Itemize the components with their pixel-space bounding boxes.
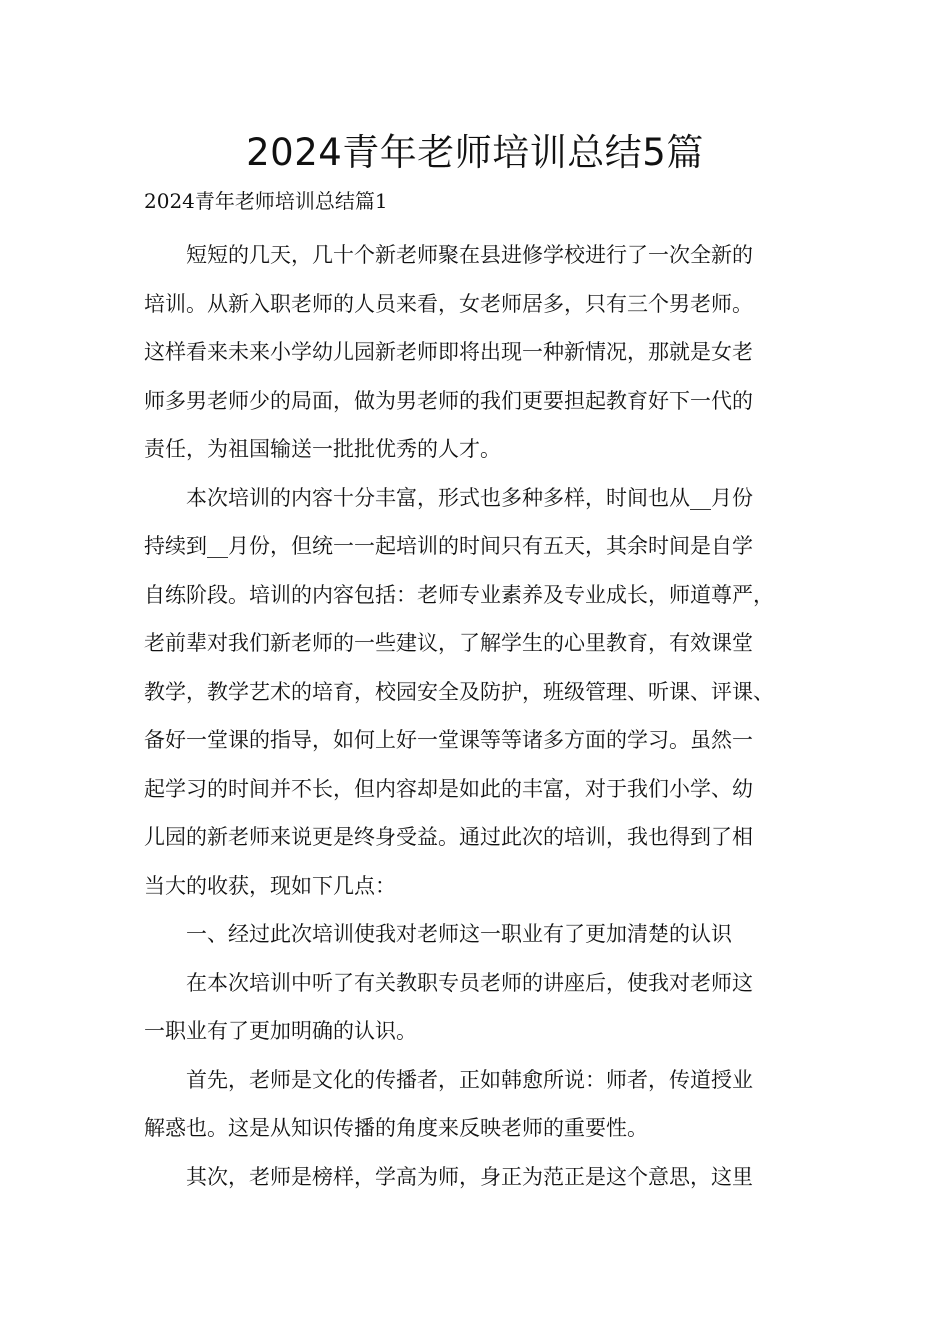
section-subtitle: 2024青年老师培训总结篇1 bbox=[144, 189, 388, 213]
document-title: 2024青年老师培训总结5篇 bbox=[246, 131, 704, 174]
document-body bbox=[144, 231, 808, 1201]
text-line: 首先，老师是文化的传播者，正如韩愈所说：师者，传道授业 bbox=[186, 1067, 753, 1092]
text-line: 当大的收获，现如下几点： bbox=[144, 873, 396, 898]
text-line: 本次培训的内容十分丰富，形式也多种多样，时间也从__月份 bbox=[186, 485, 753, 510]
text-line: 师多男老师少的局面，做为男老师的我们更要担起教育好下一代的 bbox=[144, 388, 753, 413]
text-line: 儿园的新老师来说更是终身受益。通过此次的培训，我也得到了相 bbox=[144, 825, 753, 849]
section-heading bbox=[144, 910, 808, 959]
text-line: 教学，教学艺术的培育，校园安全及防护，班级管理、听课、评课、 bbox=[144, 679, 774, 704]
text-line: 解惑也。这是从知识传播的角度来反映老师的重要性。 bbox=[144, 1116, 648, 1140]
paragraph bbox=[144, 1056, 808, 1153]
text-line: 责任，为祖国输送一批批优秀的人才。 bbox=[144, 437, 501, 461]
text-line: 培训。从新入职老师的人员来看，女老师居多，只有三个男老师。 bbox=[144, 291, 753, 316]
text-line: 自练阶段。培训的内容包括：老师专业素养及专业成长，师道尊严， bbox=[144, 582, 774, 607]
paragraph bbox=[144, 474, 808, 911]
text-line: 短短的几天，几十个新老师聚在县进修学校进行了一次全新的 bbox=[186, 243, 753, 267]
text-line: 其次，老师是榜样，学高为师，身正为范正是这个意思，这里 bbox=[186, 1164, 753, 1189]
text-line: 这样看来未来小学幼儿园新老师即将出现一种新情况，那就是女老 bbox=[144, 340, 753, 364]
text-line: 一、经过此次培训使我对老师这一职业有了更加清楚的认识 bbox=[186, 922, 732, 946]
text-line: 起学习的时间并不长，但内容却是如此的丰富，对于我们小学、幼 bbox=[144, 776, 753, 801]
text-line: 一职业有了更加明确的认识。 bbox=[144, 1019, 417, 1043]
paragraph bbox=[144, 959, 808, 1056]
paragraph bbox=[144, 231, 808, 474]
text-line: 持续到__月份，但统一一起培训的时间只有五天，其余时间是自学 bbox=[144, 534, 753, 558]
text-line: 在本次培训中听了有关教职专员老师的讲座后，使我对老师这 bbox=[186, 970, 753, 995]
text-line: 备好一堂课的指导，如何上好一堂课等等诸多方面的学习。虽然一 bbox=[144, 728, 753, 752]
text-line: 老前辈对我们新老师的一些建议，了解学生的心里教育，有效课堂 bbox=[144, 631, 753, 655]
paragraph bbox=[144, 1153, 808, 1202]
